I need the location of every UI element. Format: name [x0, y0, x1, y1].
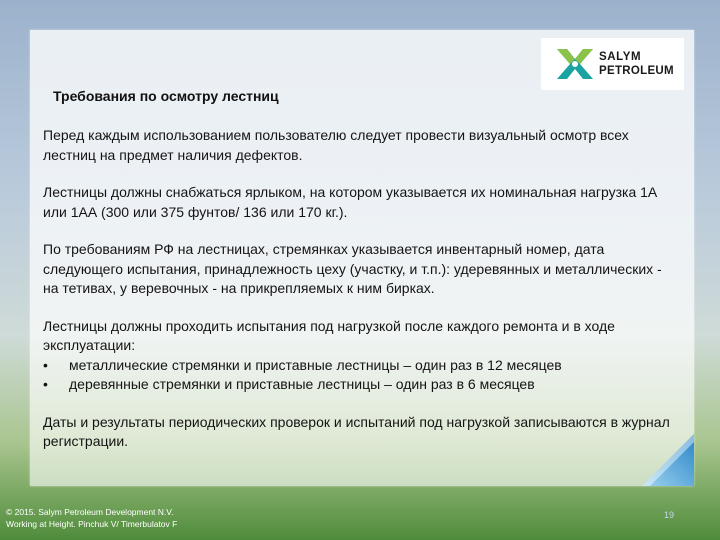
footer-copyright: © 2015. Salym Petroleum Development N.V.	[6, 507, 174, 517]
logo-line-2: PETROLEUM	[599, 65, 674, 77]
paragraph-load-testing: Лестницы должны проходить испытания под нагрузкой после каждого ремонта и в ходе эксплуатации:	[43, 317, 615, 353]
paragraph-rf-requirements: По требованиям РФ на лестницах, стремянках указывается инвентарный номер, дата следующего испытания, принадлежность цеху (участку, и т.п.): удеревянных и металлических - на тетивах, у веревочных - на прикрепляемых к ним бирках.	[43, 241, 662, 296]
bullet-text: деревянные стремянки и приставные лестницы – один раз в 6 месяцев	[69, 376, 535, 392]
bullet-text: металлические стремянки и приставные лестницы – один раз в 12 месяцев	[69, 356, 562, 373]
page-number: 19	[664, 510, 675, 520]
slide-title: Требования по осмотру лестниц	[53, 88, 279, 104]
company-logo	[541, 38, 684, 90]
logo-line-1: SALYM	[599, 51, 642, 63]
page-corner-icon	[642, 434, 694, 486]
testing-section	[43, 317, 673, 395]
slide-body	[43, 126, 673, 470]
salym-logo-icon	[555, 47, 595, 81]
bullet-marker: •	[43, 376, 48, 392]
footer-course: Working at Height. Pinchuk V/ Timerbulatov F	[6, 519, 178, 529]
footer	[6, 506, 177, 530]
bullet-item	[43, 356, 673, 376]
bullet-marker: •	[43, 356, 48, 373]
paragraph-visual-inspection: Перед каждым использованием пользователю следует провести визуальный осмотр всех лестниц на предмет наличия дефектов.	[43, 127, 629, 163]
bullet-item	[43, 375, 673, 395]
logo-wordmark	[599, 50, 674, 78]
paragraph-records: Даты и результаты периодических проверок и испытаний под нагрузкой записываются в журнал регистрации.	[43, 413, 670, 449]
paragraph-load-label: Лестницы должны снабжаться ярлыком, на котором указывается их номинальная нагрузка 1А или 1АА (300 или 375 фунтов/ 136 или 170 кг.).	[43, 184, 658, 220]
